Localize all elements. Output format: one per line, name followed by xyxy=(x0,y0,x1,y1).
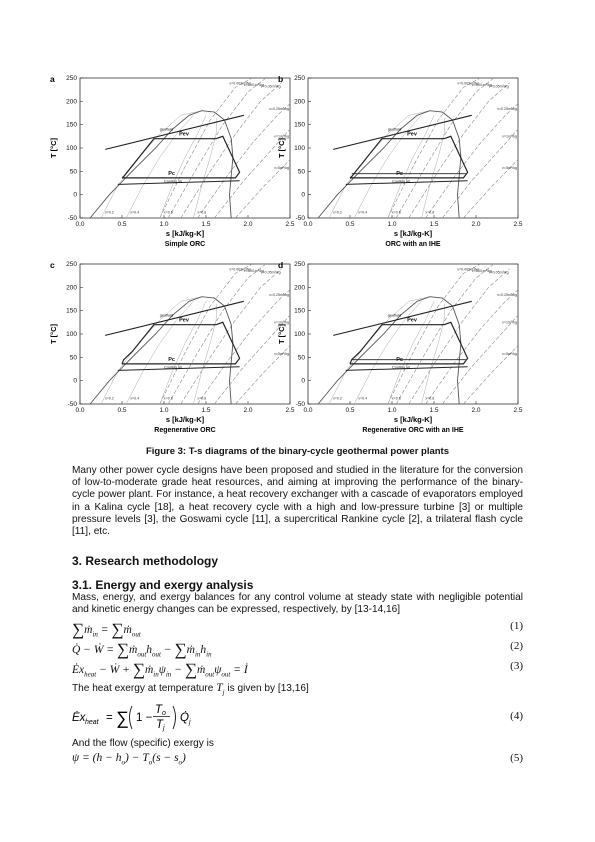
x-tick-label: 1.0 xyxy=(387,407,397,414)
isochore-label: v=0.003m³/kg xyxy=(229,81,252,86)
pev-label: Pev xyxy=(179,131,189,138)
x-tick-label: 2.0 xyxy=(243,221,253,228)
pev-label: Pev xyxy=(407,131,417,138)
geofluid-line xyxy=(333,301,472,335)
panel-caption: Regenerative ORC with an IHE xyxy=(362,427,464,434)
equation-number: (2) xyxy=(510,640,523,652)
quality-label: x=0.4 xyxy=(358,210,368,215)
svg-text:j: j xyxy=(163,725,165,732)
x-tick-label: 1.5 xyxy=(429,407,439,414)
x-tick-label: 1.5 xyxy=(201,221,211,228)
ts-diagram-c xyxy=(48,258,298,446)
y-tick-label: 150 xyxy=(66,121,77,129)
x-tick-label: 1.0 xyxy=(159,221,169,228)
isochore-label: v=0.01m³/kg xyxy=(471,83,492,88)
panel-letter: c xyxy=(50,260,55,270)
y-tick-label: 150 xyxy=(294,121,305,129)
isochore-label: v=0.01m³/kg xyxy=(243,83,264,88)
quality-label: x=0.8 xyxy=(197,396,207,401)
isochore-label: v=0.003m³/kg xyxy=(457,267,480,272)
panel-letter: b xyxy=(278,74,284,84)
panel-caption: ORC with an IHE xyxy=(385,241,441,248)
isochore-label: v=0.25m³/kg xyxy=(497,293,517,298)
pev-label: Pev xyxy=(407,317,417,324)
isochore-label: v=1m³/kg xyxy=(502,320,517,325)
isochore-line xyxy=(181,83,282,218)
quality-label: x=0.6 xyxy=(163,210,173,215)
isochore-line xyxy=(168,79,265,218)
x-tick-label: 0.5 xyxy=(345,221,355,228)
svg-text:Ėx: Ėx xyxy=(72,712,86,724)
svg-text:o: o xyxy=(162,710,166,717)
y-tick-label: 0 xyxy=(301,377,305,385)
isochore-label: v=0.25m³/kg xyxy=(497,107,517,112)
y-tick-label: -50 xyxy=(295,401,305,408)
panel-caption: Regenerative ORC xyxy=(154,427,216,434)
x-tick-label: 1.5 xyxy=(429,221,439,228)
x-tick-label: 0.0 xyxy=(75,407,85,414)
isochore-label: v=5m³/kg xyxy=(502,166,517,171)
cycle-path xyxy=(350,322,468,364)
isochore-label: v=0.25m³/kg xyxy=(269,293,289,298)
quality-line xyxy=(329,111,430,218)
svg-text:Q̇: Q̇ xyxy=(180,712,189,724)
isochore-line xyxy=(388,264,480,404)
x-tick-label: 1.5 xyxy=(201,407,211,414)
pc-label: Pc xyxy=(396,171,403,178)
quality-label: x=0.8 xyxy=(425,210,435,215)
x-tick-label: 2.5 xyxy=(513,221,523,228)
equation-number: (3) xyxy=(510,660,523,672)
y-tick-label: 50 xyxy=(297,168,305,176)
isochore-label: v=1m³/kg xyxy=(274,320,289,325)
isochore-line xyxy=(160,78,252,218)
svg-text:j: j xyxy=(189,719,191,726)
isochore-label: v=0.01m³/kg xyxy=(471,269,492,274)
y-tick-label: 100 xyxy=(294,145,305,152)
quality-line xyxy=(101,297,202,404)
equation-number: (4) xyxy=(510,710,523,722)
svg-text:∑: ∑ xyxy=(116,708,129,728)
ts-diagram-b xyxy=(276,72,526,260)
isochore-label: v=0.25m³/kg xyxy=(269,107,289,112)
quality-label: x=0.2 xyxy=(333,396,342,401)
isochore-label: v=0.05m³/kg xyxy=(488,270,509,275)
cooling-air-label: Cooling air xyxy=(392,365,411,370)
isochore-line xyxy=(396,265,493,404)
quality-label: x=0.4 xyxy=(358,396,368,401)
x-tick-label: 0.5 xyxy=(117,221,127,228)
isochore-label: v=5m³/kg xyxy=(274,352,289,357)
paragraph-balances: Mass, energy, and exergy balances for any control volume at steady state with negligible potential and kinetic energy changes can be expressed, respectively, by [13-14,16] xyxy=(72,592,523,616)
x-tick-label: 0.5 xyxy=(345,407,355,414)
panel-c xyxy=(48,258,298,446)
y-axis-label: T [°C] xyxy=(277,137,286,159)
y-tick-label: 0 xyxy=(301,191,305,199)
isochore-line xyxy=(409,83,510,218)
x-axis-label: s [kJ/kg-K] xyxy=(165,229,205,238)
section-heading: 3. Research methodology xyxy=(72,554,219,568)
x-tick-label: 0.0 xyxy=(303,221,313,228)
x-tick-label: 1.0 xyxy=(387,221,397,228)
x-axis-label: s [kJ/kg-K] xyxy=(393,229,433,238)
isochore-label: v=5m³/kg xyxy=(502,352,517,357)
cycle-path xyxy=(122,136,240,178)
y-tick-label: 50 xyxy=(69,354,77,362)
isochore-label: v=1m³/kg xyxy=(502,134,517,139)
svg-text:T: T xyxy=(156,719,164,731)
cooling-air-label: Cooling air xyxy=(164,179,183,184)
isochore-label: v=0.05m³/kg xyxy=(260,270,281,275)
y-axis-label: T [°C] xyxy=(49,137,58,159)
y-axis-label: T [°C] xyxy=(277,323,286,345)
quality-label: x=0.6 xyxy=(391,396,401,401)
ts-diagram-a xyxy=(48,72,298,260)
quality-label: x=0.8 xyxy=(425,396,435,401)
equation-5-body: $\psi = (h - h_o) - T_o(s - s_o)$ xyxy=(72,752,186,767)
pev-label: Pev xyxy=(179,317,189,324)
y-tick-label: 250 xyxy=(294,75,305,82)
panel-letter: d xyxy=(278,260,284,270)
quality-line xyxy=(329,297,430,404)
quality-label: x=0.2 xyxy=(105,396,114,401)
isochore-label: v=0.003m³/kg xyxy=(229,267,252,272)
x-axis-label: s [kJ/kg-K] xyxy=(393,415,433,424)
y-axis-label: T [°C] xyxy=(49,323,58,345)
pc-label: Pc xyxy=(396,357,403,364)
equation-1-body: ∑ṁ$_{in}$ = ∑ṁ$_{out}$ xyxy=(72,620,141,639)
isochore-label: v=0.05m³/kg xyxy=(260,84,281,89)
quality-label: x=0.4 xyxy=(130,210,140,215)
isochore-label: v=0.05m³/kg xyxy=(488,84,509,89)
y-tick-label: 250 xyxy=(66,261,77,268)
quality-label: x=0.6 xyxy=(391,210,401,215)
quality-label: x=0.2 xyxy=(333,210,342,215)
ts-diagram-d xyxy=(276,258,526,446)
x-tick-label: 2.5 xyxy=(285,221,295,228)
y-tick-label: 0 xyxy=(73,191,77,199)
equation-4-body xyxy=(72,702,232,732)
y-tick-label: 100 xyxy=(66,145,77,152)
quality-line xyxy=(101,111,202,218)
equation-flow-exergy xyxy=(72,752,523,768)
geofluid-label: geofluid xyxy=(159,313,174,318)
x-tick-label: 2.5 xyxy=(513,407,523,414)
x-tick-label: 1.0 xyxy=(159,407,169,414)
x-tick-label: 0.0 xyxy=(303,407,313,414)
pc-label: Pc xyxy=(168,357,175,364)
y-tick-label: 50 xyxy=(69,168,77,176)
isochore-label: v=0.01m³/kg xyxy=(243,269,264,274)
y-tick-label: 250 xyxy=(294,261,305,268)
isochore-label: v=1m³/kg xyxy=(274,134,289,139)
equation-energy-balance xyxy=(72,640,523,659)
geofluid-label: geofluid xyxy=(387,127,402,132)
y-tick-label: 150 xyxy=(66,307,77,315)
y-tick-label: 200 xyxy=(294,98,305,106)
y-tick-label: 50 xyxy=(297,354,305,362)
isochore-line xyxy=(396,79,493,218)
equation-number: (1) xyxy=(510,620,523,632)
quality-label: x=0.2 xyxy=(105,210,114,215)
panel-b xyxy=(276,72,526,260)
equation-exergy-balance xyxy=(72,660,523,679)
y-tick-label: 0 xyxy=(73,377,77,385)
isochore-line xyxy=(409,269,510,404)
equation-3-body: $Ėx_{heat}$ − Ẇ + $\sum ṁ_{in}\psi_{in}$ − $\sum ṁ_{out}\psi_{out}$ = İ xyxy=(72,660,248,679)
isochore-label: v=0.003m³/kg xyxy=(457,81,480,86)
subsection-heading: 3.1. Energy and exergy analysis xyxy=(72,578,254,592)
cooling-air-label: Cooling air xyxy=(164,365,183,370)
isochore-label: v=5m³/kg xyxy=(274,166,289,171)
y-tick-label: 100 xyxy=(294,331,305,338)
geofluid-label: geofluid xyxy=(159,127,174,132)
geofluid-line xyxy=(105,115,244,149)
x-tick-label: 2.0 xyxy=(243,407,253,414)
x-axis-label: s [kJ/kg-K] xyxy=(165,415,205,424)
x-tick-label: 2.0 xyxy=(471,221,481,228)
y-tick-label: 200 xyxy=(66,284,77,292)
geofluid-label: geofluid xyxy=(387,313,402,318)
y-tick-label: 200 xyxy=(294,284,305,292)
cycle-path xyxy=(350,136,468,178)
geofluid-line xyxy=(333,115,472,149)
equation-mass-balance xyxy=(72,620,523,639)
isochore-line xyxy=(181,269,282,404)
panel-letter: a xyxy=(50,74,55,84)
y-tick-label: 200 xyxy=(66,98,77,106)
equation-heat-exergy xyxy=(72,702,523,732)
y-tick-label: 250 xyxy=(66,75,77,82)
svg-text:T: T xyxy=(155,704,163,716)
quality-label: x=0.4 xyxy=(130,396,140,401)
panel-caption: Simple ORC xyxy=(164,241,206,248)
x-tick-label: 0.5 xyxy=(117,407,127,414)
pc-label: Pc xyxy=(168,171,175,178)
geofluid-line xyxy=(105,301,244,335)
cycle-path xyxy=(122,322,240,364)
isochore-line xyxy=(426,104,518,218)
x-tick-label: 0.0 xyxy=(75,221,85,228)
x-tick-label: 2.0 xyxy=(471,407,481,414)
quality-label: x=0.6 xyxy=(163,396,173,401)
svg-text:1 −: 1 − xyxy=(136,712,153,724)
y-tick-label: -50 xyxy=(67,401,77,408)
equation-2-body: Q̇ − Ẇ = $\sum ṁ_{out}h_{out}$ − $\sum ṁ_{in}h_{in}$ xyxy=(72,640,212,659)
paragraph-flow-exergy: And the flow (specific) exergy is xyxy=(72,738,214,749)
isochore-line xyxy=(160,264,252,404)
equation-number: (5) xyxy=(510,752,523,764)
y-tick-label: 100 xyxy=(66,331,77,338)
figure-caption: Figure 3: T-s diagrams of the binary-cycle geothermal power plants xyxy=(145,446,450,457)
isochore-line xyxy=(426,290,518,404)
paragraph-heat-exergy: The heat exergy at temperature $T_j$ is given by [13,16] xyxy=(72,682,309,697)
svg-text:heat: heat xyxy=(85,719,99,726)
y-tick-label: -50 xyxy=(67,215,77,222)
x-tick-label: 2.5 xyxy=(285,407,295,414)
svg-text:=: = xyxy=(106,712,113,724)
panel-a xyxy=(48,72,298,260)
paragraph-binary-cycles: Many other power cycle designs have been proposed and studied in the literature for the conversion of low-to-moderate grade heat resources, and aiming at improving the performance of the binary-cycle power plant. For instance, a heat recovery exchanger with a cascade of evaporators employed in a Kalina cycle [18], a heat recovery cycle with a high and low-pressure turbine [3] or multiple pressure levels [3], the Goswami cycle [11], a supercritical Rankine cycle [2], a trilateral flash cycle [11], etc. xyxy=(72,465,523,538)
isochore-line xyxy=(388,78,480,218)
y-tick-label: 150 xyxy=(294,307,305,315)
quality-label: x=0.8 xyxy=(197,210,207,215)
cooling-air-label: Cooling air xyxy=(392,179,411,184)
y-tick-label: -50 xyxy=(295,215,305,222)
isochore-line xyxy=(168,265,265,404)
panel-d xyxy=(276,258,526,446)
